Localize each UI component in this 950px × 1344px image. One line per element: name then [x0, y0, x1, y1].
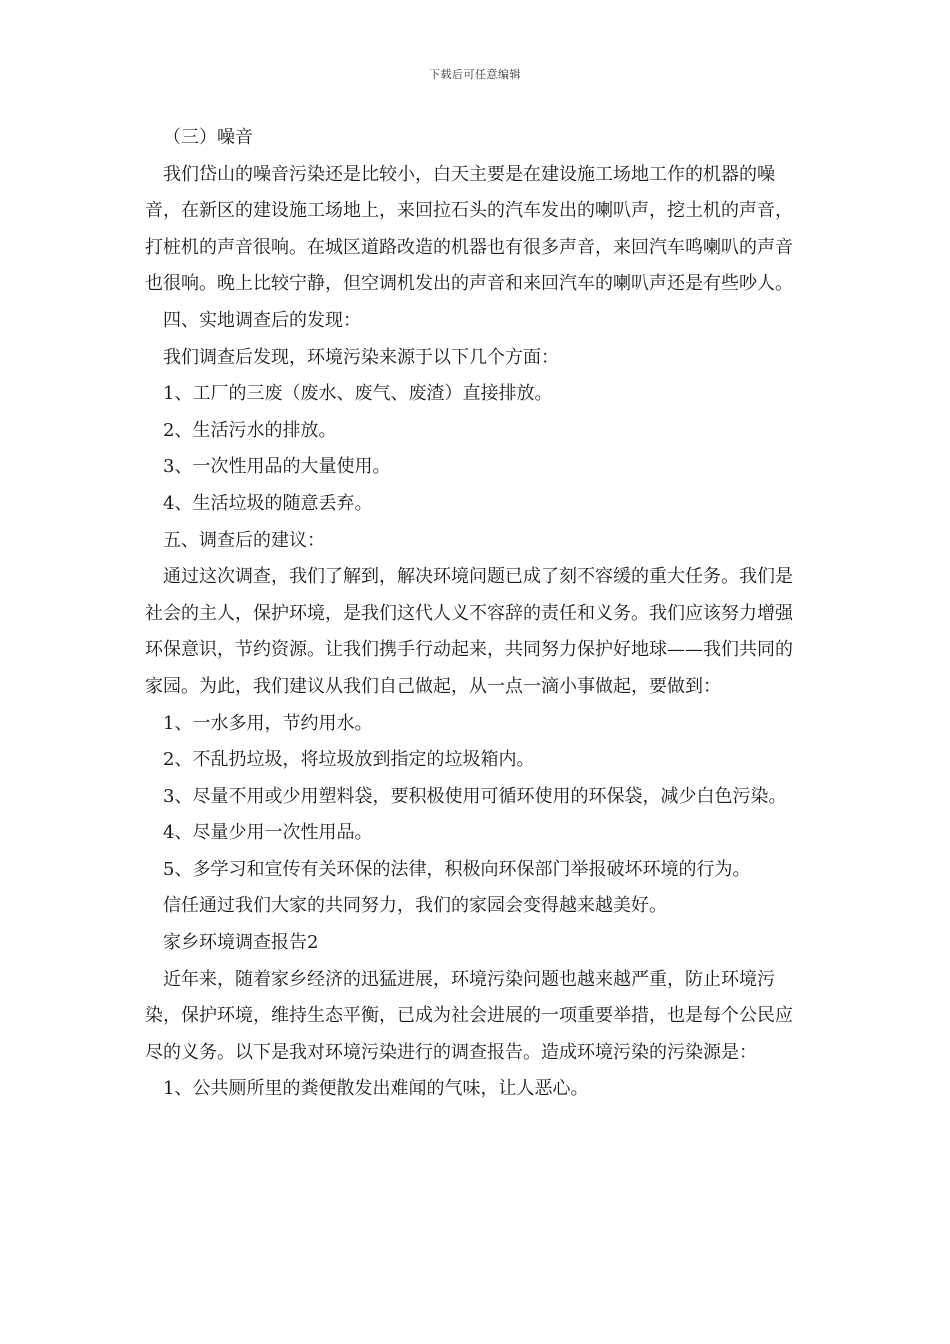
- section-heading: 五、调查后的建议：: [163, 529, 325, 551]
- paragraph: 信任通过我们大家的共同努力，我们的家园会变得越来越美好。: [163, 895, 667, 917]
- paragraph: 近年来，随着家乡经济的迅猛进展，环境污染问题也越来越严重，防止环境污染，保护环境，维持生态平衡，已成为社会进展的一项重要举措，也是每个公民应尽的义务。以下是我对环境污染进行的调查报告。造成环境污染的污染源是：: [145, 968, 793, 1063]
- list-item: 5、多学习和宣传有关环保的法律，积极向环保部门举报破坏环境的行为。: [163, 858, 751, 880]
- list-item: 4、生活垃圾的随意丢弃。: [163, 492, 373, 514]
- list-item: 2、生活污水的排放。: [163, 419, 337, 441]
- list-item: 4、尽量少用一次性用品。: [163, 822, 373, 844]
- list-item: 3、一次性用品的大量使用。: [163, 456, 391, 478]
- paragraph: 我们调查后发现，环境污染来源于以下几个方面：: [163, 346, 559, 368]
- list-item: 1、一水多用，节约用水。: [163, 712, 373, 734]
- section-heading: 四、实地调查后的发现：: [163, 309, 361, 331]
- list-item: 3、尽量不用或少用塑料袋，要积极使用可循环使用的环保袋，减少白色污染。: [163, 785, 787, 807]
- list-item: 1、公共厕所里的粪便散发出难闻的气味，让人恶心。: [163, 1078, 589, 1100]
- paragraph: （三）噪音: [163, 127, 253, 148]
- report-title: 家乡环境调查报告2: [163, 932, 319, 954]
- page-header-note: 下载后可任意编辑: [429, 68, 521, 81]
- document-body: [145, 120, 810, 1108]
- list-item: 2、不乱扔垃圾，将垃圾放到指定的垃圾箱内。: [163, 749, 535, 771]
- list-item: 1、工厂的三废（废水、废气、废渣）直接排放。: [163, 383, 553, 405]
- paragraph: 我们岱山的噪音污染还是比较小，白天主要是在建设施工场地工作的机器的噪音，在新区的建设施工场地上，来回拉石头的汽车发出的喇叭声，挖土机的声音，打桩机的声音很响。在城区道路改造的机器也有很多声音，来回汽车鸣喇叭的声音也很响。晚上比较宁静，但空调机发出的声音和来回汽车的喇叭声还是有些吵人。: [145, 163, 793, 295]
- paragraph: 通过这次调查，我们了解到，解决环境问题已成了刻不容缓的重大任务。我们是社会的主人，保护环境，是我们这代人义不容辞的责任和义务。我们应该努力增强环保意识，节约资源。让我们携手行动起来，共同努力保护好地球——我们共同的家园。为此，我们建议从我们自己做起，从一点一滴小事做起，要做到：: [145, 566, 793, 697]
